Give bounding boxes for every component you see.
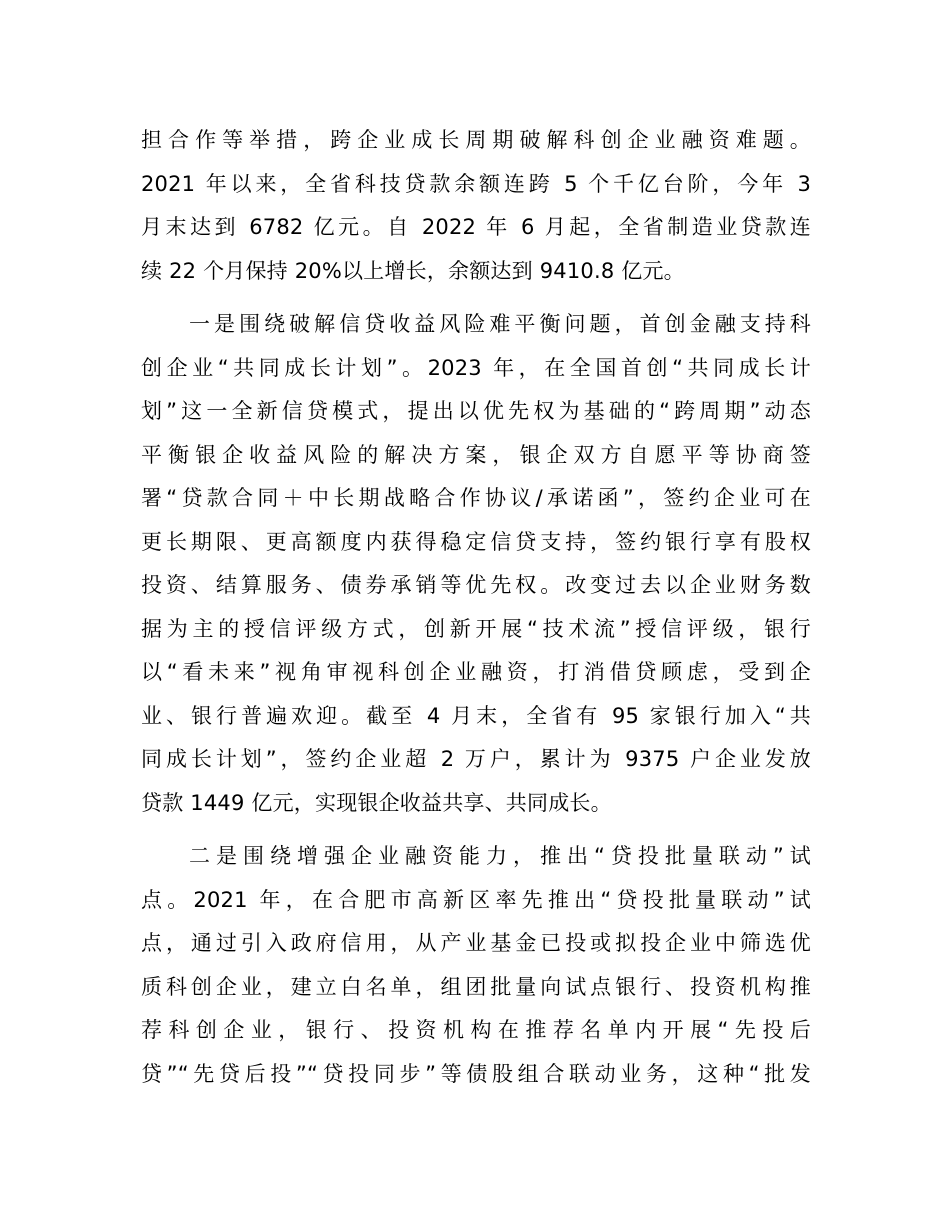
text-line: 据为主的授信评级方式，创新开展“技术流”授信评级，银行 — [141, 616, 811, 641]
text-line: 担合作等举措，跨企业成长周期破解科创企业融资难题。 — [141, 128, 811, 152]
text-line: 二是围绕增强企业融资能力，推出“贷投批量联动”试 — [189, 844, 811, 868]
text-line: 一是围绕破解信贷收益风险难平衡问题，首创金融支持科 — [189, 312, 811, 336]
paragraph — [141, 835, 811, 1096]
text-line: 续 22 个月保持 20%以上增长，余额达到 9410.8 亿元。 — [141, 258, 685, 283]
text-line: 点。2021 年，在合肥市高新区率先推出“贷投批量联动”试 — [141, 887, 811, 912]
text-line: 点，通过引入政府信用，从产业基金已投或拟投企业中筛选优 — [141, 931, 811, 955]
paragraph — [141, 119, 811, 293]
text-line: 贷”“先贷后投”“贷投同步”等债股组合联动业务，这种“批发 — [141, 1061, 811, 1086]
text-line: 荐科创企业，银行、投资机构在推荐名单内开展“先投后 — [141, 1018, 811, 1042]
text-line: 贷款 1449 亿元，实现银企收益共享、共同成长。 — [141, 790, 612, 815]
paragraph — [141, 303, 811, 825]
text-line: 同成长计划”，签约企业超 2 万户，累计为 9375 户企业发放 — [141, 747, 811, 771]
text-line: 质科创企业，建立白名单，组团批量向试点银行、投资机构推 — [141, 974, 811, 999]
text-line: 创企业“共同成长计划”。2023 年，在全国首创“共同成长计 — [141, 355, 811, 380]
text-line: 2021 年以来，全省科技贷款余额连跨 5 个千亿台阶，今年 3 — [141, 171, 811, 196]
text-line: 月末达到 6782 亿元。自 2022 年 6 月起，全省制造业贷款连 — [141, 215, 811, 239]
text-line: 投资、结算服务、债券承销等优先权。改变过去以企业财务数 — [141, 573, 811, 597]
text-line: 署“贷款合同＋中长期战略合作协议/承诺函”，签约企业可在 — [141, 486, 811, 510]
text-line: 平衡银企收益风险的解决方案，银企双方自愿平等协商签 — [141, 442, 811, 467]
body-text — [141, 119, 811, 1096]
text-line: 业、银行普遍欢迎。截至 4 月末，全省有 95 家银行加入“共 — [141, 703, 811, 728]
text-line: 划”这一全新信贷模式，提出以优先权为基础的“跨周期”动态 — [141, 399, 811, 423]
text-line: 更长期限、更高额度内获得稳定信贷支持，签约银行享有股权 — [141, 529, 811, 554]
text-line: 以“看未来”视角审视科创企业融资，打消借贷顾虑，受到企 — [141, 660, 811, 684]
